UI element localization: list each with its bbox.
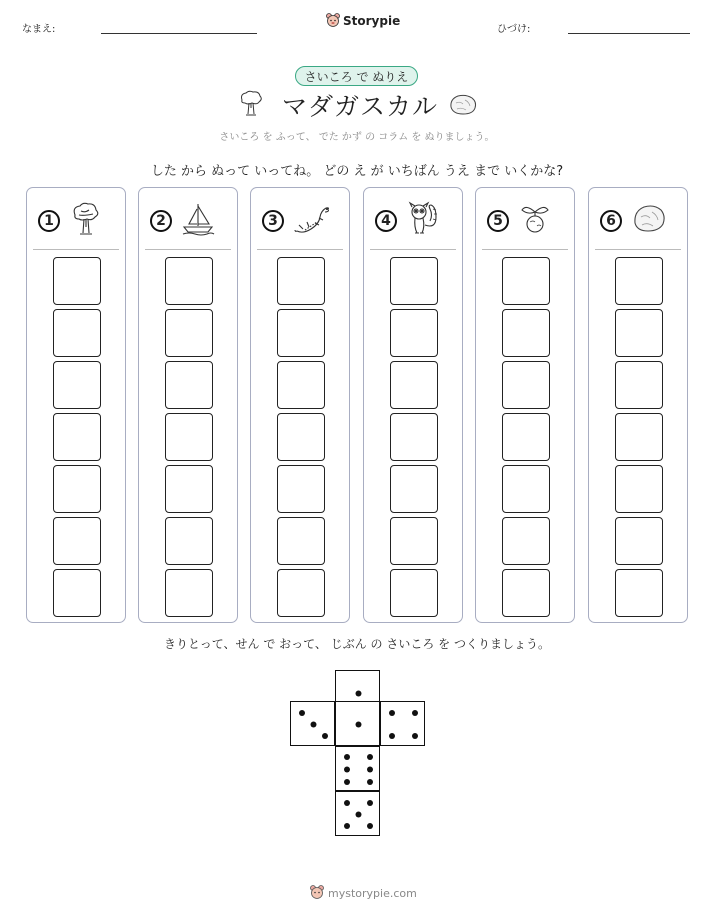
color-box[interactable]	[277, 413, 325, 461]
color-box[interactable]	[53, 517, 101, 565]
color-box[interactable]	[277, 361, 325, 409]
color-box[interactable]	[615, 413, 663, 461]
color-box[interactable]	[390, 569, 438, 617]
color-box[interactable]	[53, 257, 101, 305]
baobab-tree-icon	[238, 90, 264, 118]
color-box[interactable]	[165, 465, 213, 513]
logo-text: Storypie	[343, 14, 401, 28]
dice-face-1	[335, 701, 380, 746]
color-box[interactable]	[502, 309, 550, 357]
column-divider	[595, 249, 681, 250]
column-divider	[482, 249, 568, 250]
lizard-icon	[293, 201, 329, 237]
cut-instruction: きりとって、せん で おって、 じぶん の さいころ を つくりましょう。	[164, 637, 550, 651]
dice-pip	[367, 779, 373, 785]
color-box[interactable]	[615, 465, 663, 513]
dice-pip	[389, 710, 395, 716]
baobab-tree-icon	[69, 201, 105, 237]
activity-badge: さいころ で ぬりえ	[295, 66, 418, 86]
color-box[interactable]	[277, 309, 325, 357]
color-box[interactable]	[165, 413, 213, 461]
dice-pip	[299, 710, 305, 716]
column-1	[26, 187, 126, 623]
color-box[interactable]	[390, 309, 438, 357]
color-box[interactable]	[277, 517, 325, 565]
subtitle: さいころ を ふって、 でた かず の コラム を ぬりましょう。	[219, 132, 495, 143]
dice-pip	[356, 722, 362, 728]
bear-logo-icon	[310, 885, 324, 901]
color-box[interactable]	[615, 309, 663, 357]
date-label: ひづけ:	[497, 24, 531, 35]
dice-pip	[356, 691, 362, 697]
color-box[interactable]	[390, 361, 438, 409]
dice-pip	[367, 800, 373, 806]
footer-url[interactable]: mystorypie.com	[328, 886, 417, 900]
dice-face-3	[290, 701, 335, 746]
rock-icon	[631, 201, 667, 237]
dice-pip	[344, 767, 350, 773]
color-box[interactable]	[390, 257, 438, 305]
instruction: した から ぬって いってね。 どの え が いちばん うえ まで いくかな?	[150, 164, 564, 179]
color-box[interactable]	[53, 361, 101, 409]
color-box[interactable]	[502, 257, 550, 305]
rock-icon	[448, 93, 478, 117]
color-box[interactable]	[615, 517, 663, 565]
column-divider	[33, 249, 119, 250]
color-box[interactable]	[390, 465, 438, 513]
lemur-icon	[406, 201, 442, 237]
dice-pip	[344, 800, 350, 806]
color-box[interactable]	[390, 413, 438, 461]
dice-pip	[412, 733, 418, 739]
color-box[interactable]	[502, 361, 550, 409]
column-4	[363, 187, 463, 623]
dice-pip	[356, 812, 362, 818]
color-box[interactable]	[277, 569, 325, 617]
dice-pip	[389, 733, 395, 739]
color-box[interactable]	[390, 517, 438, 565]
dice-pip	[367, 754, 373, 760]
column-number: 5	[487, 210, 509, 232]
dice-pip	[344, 754, 350, 760]
column-divider	[257, 249, 343, 250]
color-box[interactable]	[502, 465, 550, 513]
color-box[interactable]	[615, 257, 663, 305]
footer	[310, 885, 417, 901]
column-2	[138, 187, 238, 623]
color-box[interactable]	[165, 569, 213, 617]
color-box[interactable]	[53, 465, 101, 513]
column-number: 3	[262, 210, 284, 232]
dice-pip	[322, 733, 328, 739]
column-number: 6	[600, 210, 622, 232]
color-box[interactable]	[615, 361, 663, 409]
color-box[interactable]	[502, 569, 550, 617]
column-6	[588, 187, 688, 623]
sailboat-icon	[181, 201, 217, 237]
column-divider	[370, 249, 456, 250]
color-box[interactable]	[165, 361, 213, 409]
dice-face-5	[335, 791, 380, 836]
color-box[interactable]	[502, 413, 550, 461]
dice-pip	[311, 722, 317, 728]
column-number: 4	[375, 210, 397, 232]
dice-face-4	[380, 701, 425, 746]
column-divider	[145, 249, 231, 250]
column-5	[475, 187, 575, 623]
color-box[interactable]	[53, 569, 101, 617]
dice-pip	[344, 823, 350, 829]
color-box[interactable]	[615, 569, 663, 617]
dice-face-6	[335, 746, 380, 791]
color-box[interactable]	[277, 257, 325, 305]
date-line[interactable]	[568, 33, 690, 34]
dice-pip	[412, 710, 418, 716]
column-number: 1	[38, 210, 60, 232]
dice-pip	[367, 767, 373, 773]
name-line[interactable]	[101, 33, 257, 34]
color-box[interactable]	[502, 517, 550, 565]
color-box[interactable]	[277, 465, 325, 513]
color-box[interactable]	[165, 257, 213, 305]
dice-pip	[367, 823, 373, 829]
color-box[interactable]	[165, 517, 213, 565]
storypie-logo	[326, 13, 400, 29]
fruit-icon	[518, 201, 554, 237]
color-box[interactable]	[165, 309, 213, 357]
page-title: マダガスカル	[282, 92, 439, 121]
name-label: なまえ:	[22, 24, 56, 35]
dice-pip	[344, 779, 350, 785]
color-box[interactable]	[53, 309, 101, 357]
bear-logo-icon	[326, 13, 340, 29]
column-number: 2	[150, 210, 172, 232]
column-3	[250, 187, 350, 623]
color-box[interactable]	[53, 413, 101, 461]
